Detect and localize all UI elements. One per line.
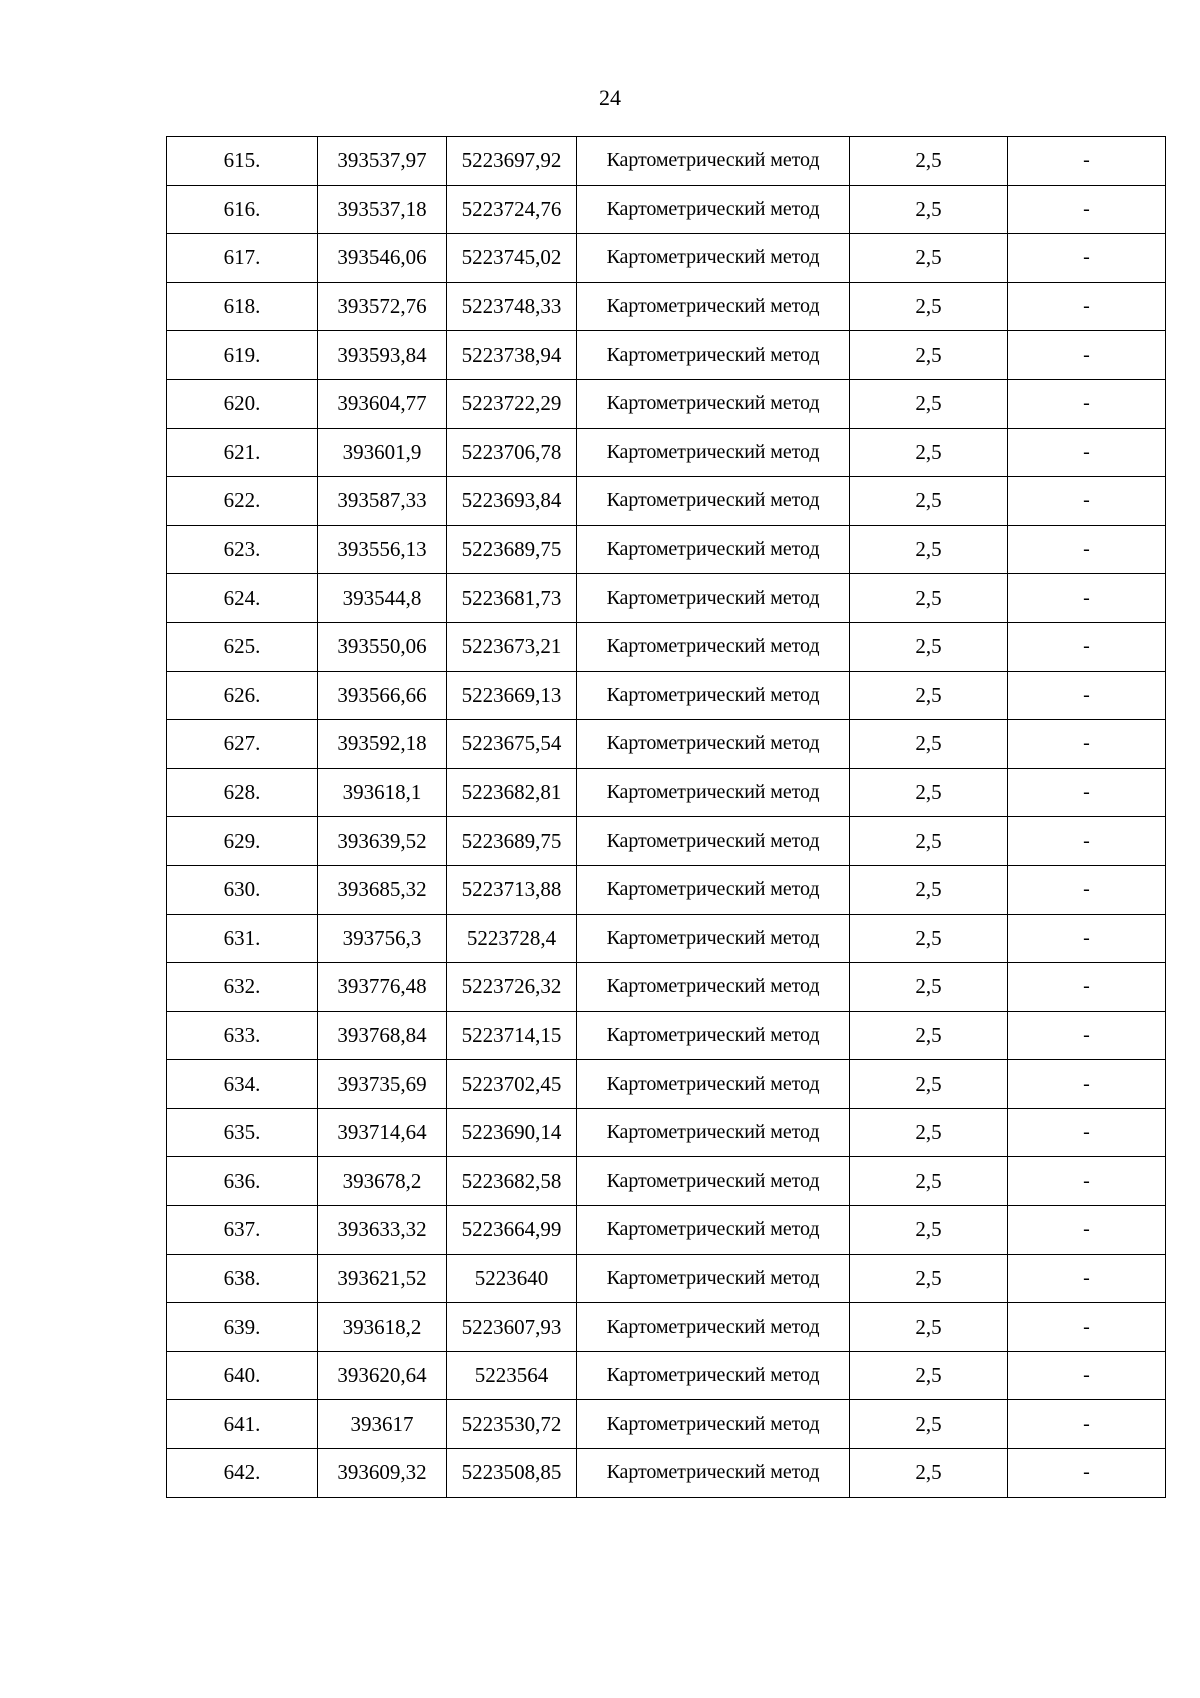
y-coordinate-cell: 5223713,88 [447,865,577,914]
note-cell: - [1008,379,1166,428]
method-cell: Картометрический метод [577,817,850,866]
accuracy-cell: 2,5 [850,1206,1008,1255]
point-number-cell: 621. [167,428,318,477]
accuracy-cell: 2,5 [850,1108,1008,1157]
note-cell: - [1008,1206,1166,1255]
table-row [167,817,1166,866]
method-cell: Картометрический метод [577,1400,850,1449]
table-row [167,428,1166,477]
method-cell: Картометрический метод [577,914,850,963]
method-cell: Картометрический метод [577,331,850,380]
note-cell: - [1008,1108,1166,1157]
method-cell: Картометрический метод [577,1206,850,1255]
method-cell: Картометрический метод [577,525,850,574]
accuracy-cell: 2,5 [850,137,1008,186]
method-cell: Картометрический метод [577,1157,850,1206]
method-cell: Картометрический метод [577,1254,850,1303]
x-coordinate-cell: 393617 [318,1400,447,1449]
accuracy-cell: 2,5 [850,331,1008,380]
x-coordinate-cell: 393633,32 [318,1206,447,1255]
point-number-cell: 618. [167,282,318,331]
accuracy-cell: 2,5 [850,477,1008,526]
note-cell: - [1008,1351,1166,1400]
accuracy-cell: 2,5 [850,671,1008,720]
accuracy-cell: 2,5 [850,1011,1008,1060]
note-cell: - [1008,671,1166,720]
y-coordinate-cell: 5223640 [447,1254,577,1303]
y-coordinate-cell: 5223682,58 [447,1157,577,1206]
point-number-cell: 627. [167,720,318,769]
point-number-cell: 634. [167,1060,318,1109]
table-row [167,379,1166,428]
note-cell: - [1008,282,1166,331]
x-coordinate-cell: 393735,69 [318,1060,447,1109]
x-coordinate-cell: 393609,32 [318,1449,447,1498]
y-coordinate-cell: 5223682,81 [447,768,577,817]
point-number-cell: 640. [167,1351,318,1400]
x-coordinate-cell: 393678,2 [318,1157,447,1206]
table-row [167,1400,1166,1449]
y-coordinate-cell: 5223706,78 [447,428,577,477]
note-cell: - [1008,720,1166,769]
y-coordinate-cell: 5223722,29 [447,379,577,428]
accuracy-cell: 2,5 [850,1157,1008,1206]
table-row [167,768,1166,817]
method-cell: Картометрический метод [577,1303,850,1352]
note-cell: - [1008,1303,1166,1352]
x-coordinate-cell: 393776,48 [318,963,447,1012]
y-coordinate-cell: 5223745,02 [447,234,577,283]
x-coordinate-cell: 393546,06 [318,234,447,283]
method-cell: Картометрический метод [577,574,850,623]
method-cell: Картометрический метод [577,768,850,817]
table-row [167,622,1166,671]
point-number-cell: 635. [167,1108,318,1157]
accuracy-cell: 2,5 [850,720,1008,769]
table-row [167,1303,1166,1352]
x-coordinate-cell: 393768,84 [318,1011,447,1060]
note-cell: - [1008,1011,1166,1060]
method-cell: Картометрический метод [577,282,850,331]
page-number: 24 [599,85,621,110]
note-cell: - [1008,185,1166,234]
table-row [167,1060,1166,1109]
y-coordinate-cell: 5223748,33 [447,282,577,331]
table-row [167,185,1166,234]
y-coordinate-cell: 5223714,15 [447,1011,577,1060]
accuracy-cell: 2,5 [850,1303,1008,1352]
x-coordinate-cell: 393550,06 [318,622,447,671]
table-row [167,1108,1166,1157]
point-number-cell: 631. [167,914,318,963]
x-coordinate-cell: 393604,77 [318,379,447,428]
y-coordinate-cell: 5223607,93 [447,1303,577,1352]
x-coordinate-cell: 393592,18 [318,720,447,769]
x-coordinate-cell: 393620,64 [318,1351,447,1400]
point-number-cell: 628. [167,768,318,817]
method-cell: Картометрический метод [577,1449,850,1498]
point-number-cell: 625. [167,622,318,671]
accuracy-cell: 2,5 [850,1254,1008,1303]
y-coordinate-cell: 5223530,72 [447,1400,577,1449]
method-cell: Картометрический метод [577,720,850,769]
accuracy-cell: 2,5 [850,525,1008,574]
y-coordinate-cell: 5223689,75 [447,525,577,574]
note-cell: - [1008,428,1166,477]
y-coordinate-cell: 5223724,76 [447,185,577,234]
x-coordinate-cell: 393556,13 [318,525,447,574]
coordinates-table [166,136,1166,1498]
y-coordinate-cell: 5223681,73 [447,574,577,623]
x-coordinate-cell: 393566,66 [318,671,447,720]
method-cell: Картометрический метод [577,428,850,477]
table-row [167,1254,1166,1303]
accuracy-cell: 2,5 [850,865,1008,914]
x-coordinate-cell: 393621,52 [318,1254,447,1303]
note-cell: - [1008,1449,1166,1498]
x-coordinate-cell: 393587,33 [318,477,447,526]
table-row [167,1157,1166,1206]
accuracy-cell: 2,5 [850,185,1008,234]
table-row [167,1011,1166,1060]
method-cell: Картометрический метод [577,671,850,720]
point-number-cell: 642. [167,1449,318,1498]
point-number-cell: 619. [167,331,318,380]
accuracy-cell: 2,5 [850,1449,1008,1498]
method-cell: Картометрический метод [577,963,850,1012]
point-number-cell: 620. [167,379,318,428]
note-cell: - [1008,477,1166,526]
coordinates-table-body [167,137,1166,1498]
y-coordinate-cell: 5223697,92 [447,137,577,186]
table-row [167,671,1166,720]
y-coordinate-cell: 5223693,84 [447,477,577,526]
method-cell: Картометрический метод [577,1011,850,1060]
x-coordinate-cell: 393685,32 [318,865,447,914]
note-cell: - [1008,331,1166,380]
y-coordinate-cell: 5223675,54 [447,720,577,769]
note-cell: - [1008,1157,1166,1206]
x-coordinate-cell: 393537,18 [318,185,447,234]
point-number-cell: 617. [167,234,318,283]
method-cell: Картометрический метод [577,234,850,283]
note-cell: - [1008,574,1166,623]
accuracy-cell: 2,5 [850,963,1008,1012]
x-coordinate-cell: 393537,97 [318,137,447,186]
method-cell: Картометрический метод [577,1351,850,1400]
method-cell: Картометрический метод [577,622,850,671]
point-number-cell: 632. [167,963,318,1012]
accuracy-cell: 2,5 [850,622,1008,671]
y-coordinate-cell: 5223664,99 [447,1206,577,1255]
y-coordinate-cell: 5223690,14 [447,1108,577,1157]
table-row [167,477,1166,526]
table-row [167,720,1166,769]
note-cell: - [1008,1400,1166,1449]
table-row [167,234,1166,283]
table-row [167,914,1166,963]
method-cell: Картометрический метод [577,185,850,234]
accuracy-cell: 2,5 [850,379,1008,428]
note-cell: - [1008,1254,1166,1303]
point-number-cell: 637. [167,1206,318,1255]
table-row [167,1449,1166,1498]
accuracy-cell: 2,5 [850,574,1008,623]
table-row [167,865,1166,914]
point-number-cell: 622. [167,477,318,526]
method-cell: Картометрический метод [577,477,850,526]
point-number-cell: 629. [167,817,318,866]
point-number-cell: 638. [167,1254,318,1303]
y-coordinate-cell: 5223508,85 [447,1449,577,1498]
y-coordinate-cell: 5223738,94 [447,331,577,380]
x-coordinate-cell: 393639,52 [318,817,447,866]
table-row [167,1351,1166,1400]
table-row [167,282,1166,331]
table-row [167,574,1166,623]
method-cell: Картометрический метод [577,379,850,428]
x-coordinate-cell: 393756,3 [318,914,447,963]
accuracy-cell: 2,5 [850,768,1008,817]
note-cell: - [1008,622,1166,671]
table-row [167,137,1166,186]
note-cell: - [1008,914,1166,963]
accuracy-cell: 2,5 [850,234,1008,283]
accuracy-cell: 2,5 [850,817,1008,866]
point-number-cell: 615. [167,137,318,186]
accuracy-cell: 2,5 [850,282,1008,331]
x-coordinate-cell: 393593,84 [318,331,447,380]
table-row [167,525,1166,574]
note-cell: - [1008,234,1166,283]
note-cell: - [1008,963,1166,1012]
point-number-cell: 630. [167,865,318,914]
y-coordinate-cell: 5223564 [447,1351,577,1400]
x-coordinate-cell: 393601,9 [318,428,447,477]
y-coordinate-cell: 5223673,21 [447,622,577,671]
accuracy-cell: 2,5 [850,1400,1008,1449]
y-coordinate-cell: 5223726,32 [447,963,577,1012]
x-coordinate-cell: 393618,1 [318,768,447,817]
accuracy-cell: 2,5 [850,1060,1008,1109]
method-cell: Картометрический метод [577,137,850,186]
table-row [167,331,1166,380]
note-cell: - [1008,1060,1166,1109]
table-row [167,963,1166,1012]
point-number-cell: 633. [167,1011,318,1060]
note-cell: - [1008,525,1166,574]
x-coordinate-cell: 393544,8 [318,574,447,623]
note-cell: - [1008,137,1166,186]
accuracy-cell: 2,5 [850,914,1008,963]
point-number-cell: 641. [167,1400,318,1449]
y-coordinate-cell: 5223689,75 [447,817,577,866]
accuracy-cell: 2,5 [850,1351,1008,1400]
method-cell: Картометрический метод [577,1108,850,1157]
point-number-cell: 623. [167,525,318,574]
point-number-cell: 616. [167,185,318,234]
x-coordinate-cell: 393618,2 [318,1303,447,1352]
note-cell: - [1008,865,1166,914]
point-number-cell: 639. [167,1303,318,1352]
note-cell: - [1008,817,1166,866]
y-coordinate-cell: 5223669,13 [447,671,577,720]
y-coordinate-cell: 5223702,45 [447,1060,577,1109]
point-number-cell: 624. [167,574,318,623]
point-number-cell: 626. [167,671,318,720]
x-coordinate-cell: 393714,64 [318,1108,447,1157]
y-coordinate-cell: 5223728,4 [447,914,577,963]
point-number-cell: 636. [167,1157,318,1206]
method-cell: Картометрический метод [577,1060,850,1109]
note-cell: - [1008,768,1166,817]
method-cell: Картометрический метод [577,865,850,914]
accuracy-cell: 2,5 [850,428,1008,477]
table-row [167,1206,1166,1255]
x-coordinate-cell: 393572,76 [318,282,447,331]
